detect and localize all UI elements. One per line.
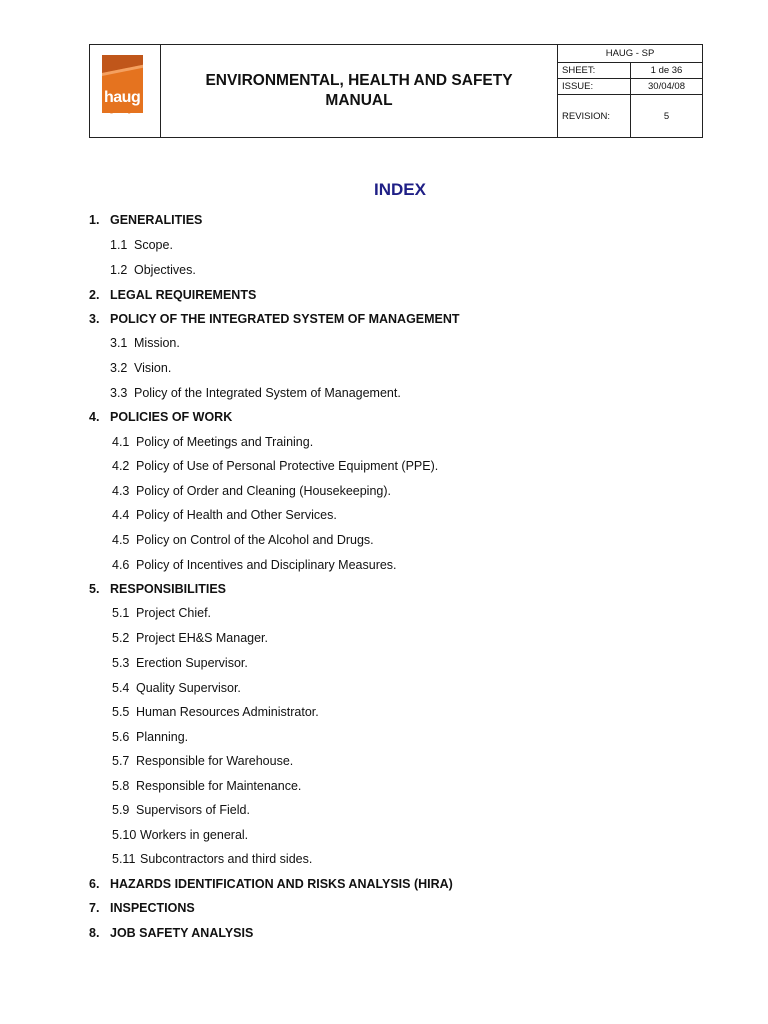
toc-entry-text: POLICY OF THE INTEGRATED SYSTEM OF MANAGEMENT	[110, 312, 460, 326]
toc-entry-number: 5.3	[112, 656, 130, 670]
toc-entry-text: Policy of the Integrated System of Management.	[134, 386, 401, 400]
revision-label: REVISION:	[558, 95, 631, 137]
logo-text: haug	[104, 89, 141, 106]
toc-entry-text: Quality Supervisor.	[136, 681, 241, 695]
toc-entry-number: 8.	[89, 926, 100, 940]
toc-entry-number: 4.1	[112, 435, 130, 449]
toc-entry	[112, 802, 250, 818]
toc-entry-number: 2.	[89, 288, 100, 302]
toc-entry	[112, 434, 313, 450]
toc-entry-number: 5.8	[112, 779, 130, 793]
toc-entry	[110, 262, 196, 278]
toc-entry-number: 4.2	[112, 459, 130, 473]
toc-entry	[89, 409, 232, 425]
document-title: ENVIRONMENTAL, HEALTH AND SAFETY MANUAL	[205, 72, 513, 109]
issue-label: ISSUE:	[558, 79, 631, 94]
toc-entry-text: JOB SAFETY ANALYSIS	[110, 926, 254, 940]
toc-entry	[112, 458, 438, 474]
toc-entry-number: 5.7	[112, 754, 130, 768]
toc-entry	[112, 778, 301, 794]
toc-entry-number: 5.1	[112, 606, 130, 620]
toc-entry-number: 1.1	[110, 238, 128, 252]
toc-entry-text: Policy of Use of Personal Protective Equipment (PPE).	[136, 459, 439, 473]
sheet-label: SHEET:	[558, 63, 631, 78]
toc-entry-text: Vision.	[134, 361, 172, 375]
toc-entry-number: 7.	[89, 901, 100, 915]
toc-entry-text: Workers in general.	[140, 828, 249, 842]
toc-entry-text: Planning.	[136, 730, 189, 744]
toc-entry	[112, 729, 188, 745]
toc-entry	[89, 311, 460, 327]
toc-entry-number: 4.	[89, 410, 100, 424]
toc-entry-number: 5.	[89, 582, 100, 596]
toc-entry-text: INSPECTIONS	[110, 901, 195, 915]
toc-entry-number: 3.1	[110, 336, 128, 350]
toc-entry	[112, 507, 337, 523]
toc-entry-text: Responsible for Warehouse.	[136, 754, 294, 768]
toc-entry	[112, 532, 374, 548]
toc-entry-number: 3.3	[110, 386, 128, 400]
toc-entry	[110, 335, 180, 351]
toc-entry	[112, 483, 391, 499]
toc-entry	[89, 876, 453, 892]
toc-entry-number: 5.11	[112, 852, 136, 866]
issue-value: 30/04/08	[648, 81, 685, 92]
toc-entry-text: POLICIES OF WORK	[110, 410, 233, 424]
toc-entry-number: 5.9	[112, 803, 130, 817]
toc-entry	[112, 557, 397, 573]
toc-entry-number: 5.5	[112, 705, 130, 719]
toc-entry-number: 4.6	[112, 558, 130, 572]
toc-entry-text: Project Chief.	[136, 606, 212, 620]
index-title: INDEX	[374, 180, 426, 199]
toc-entry	[89, 581, 226, 597]
toc-entry	[112, 655, 248, 671]
toc-entry-number: 6.	[89, 877, 100, 891]
toc-entry-text: Responsible for Maintenance.	[136, 779, 302, 793]
toc-entry	[89, 287, 256, 303]
toc-entry	[112, 680, 241, 696]
toc-entry-text: Policy of Meetings and Training.	[136, 435, 314, 449]
toc-entry-text: Human Resources Administrator.	[136, 705, 319, 719]
toc-entry-text: Project EH&S Manager.	[136, 631, 269, 645]
toc-entry-number: 1.	[89, 213, 100, 227]
toc-entry	[110, 385, 401, 401]
toc-entry	[112, 605, 211, 621]
document-code: HAUG - SP	[558, 45, 702, 63]
toc-entry-number: 4.5	[112, 533, 130, 547]
toc-entry-text: Erection Supervisor.	[136, 656, 248, 670]
toc-entry	[112, 827, 248, 843]
toc-entry	[112, 704, 319, 720]
toc-entry-number: 5.4	[112, 681, 130, 695]
toc-entry-number: 3.2	[110, 361, 128, 375]
toc-entry	[112, 630, 268, 646]
toc-entry	[112, 851, 312, 867]
revision-value: 5	[663, 110, 670, 122]
toc-entry-text: Mission.	[134, 336, 180, 350]
toc-entry	[112, 753, 293, 769]
toc-entry-text: HAZARDS IDENTIFICATION AND RISKS ANALYSIS (HIRA)	[110, 877, 453, 891]
toc-entry-text: Scope.	[134, 238, 173, 252]
toc-entry-number: 5.10	[112, 828, 137, 842]
toc-entry-text: Policy of Health and Other Services.	[136, 508, 337, 522]
toc-entry-number: 4.4	[112, 508, 130, 522]
toc-entry-text: LEGAL REQUIREMENTS	[110, 288, 257, 302]
toc-entry-text: Subcontractors and third sides.	[140, 852, 313, 866]
toc-entry-number: 4.3	[112, 484, 130, 498]
toc-entry	[110, 237, 173, 253]
toc-entry-text: Supervisors of Field.	[136, 803, 250, 817]
toc-entry	[89, 925, 253, 941]
logo-subtext: Engineering	[104, 109, 131, 115]
toc-entry-text: Objectives.	[134, 263, 196, 277]
toc-entry-number: 3.	[89, 312, 100, 326]
toc-entry	[110, 360, 171, 376]
toc-entry-text: Policy of Order and Cleaning (Housekeeping).	[136, 484, 391, 498]
toc-entry	[89, 900, 195, 916]
toc-entry-number: 5.2	[112, 631, 130, 645]
toc-entry-text: Policy of Incentives and Disciplinary Measures.	[136, 558, 397, 572]
sheet-value: 1 de 36	[650, 65, 683, 76]
toc-entry	[89, 212, 202, 228]
toc-entry-text: GENERALITIES	[110, 213, 203, 227]
toc-entry-number: 5.6	[112, 730, 130, 744]
toc-entry-text: Policy on Control of the Alcohol and Drugs.	[136, 533, 374, 547]
toc-entry-number: 1.2	[110, 263, 128, 277]
toc-entry-text: RESPONSIBILITIES	[110, 582, 226, 596]
